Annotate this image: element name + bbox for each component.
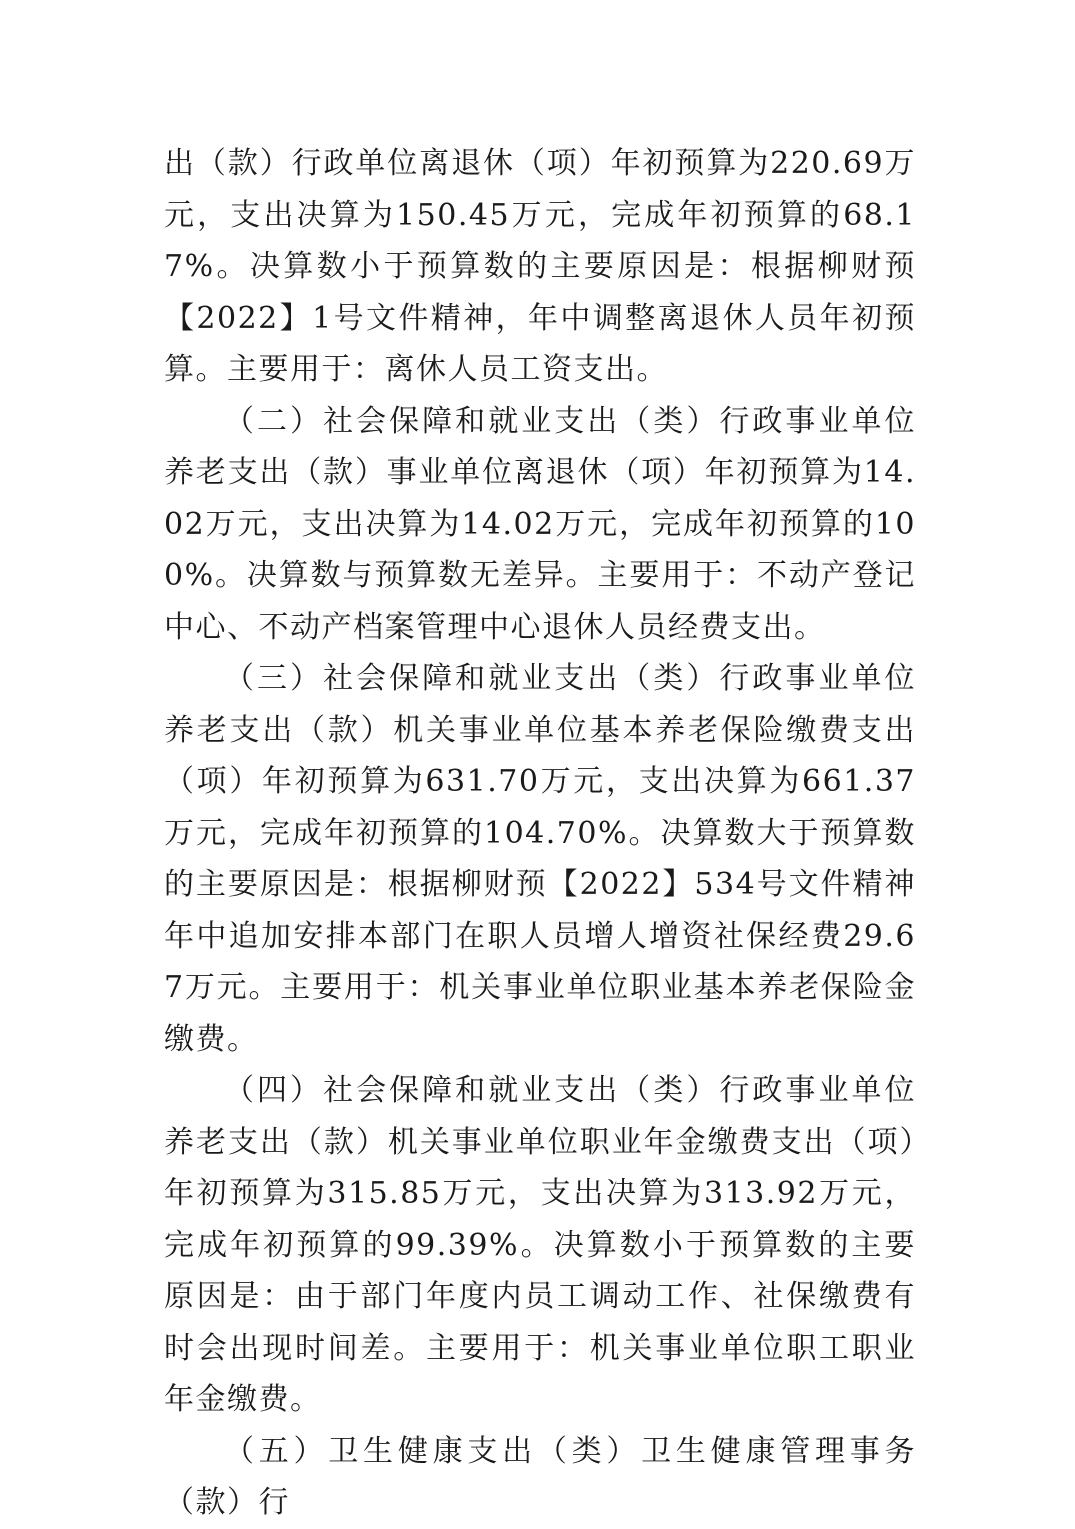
paragraph-item-5: （五）卫生健康支出（类）卫生健康管理事务（款）行 xyxy=(164,1433,916,1520)
paragraph-continuation: 出（款）行政单位离退休（项）年初预算为220.69万元，支出决算为150.45万元，完成年初预算的68.17%。决算数小于预算数的主要原因是：根据柳财预【2022】1号文件精神，年中调整离退休人员年初预算。主要用于：离休人员工资支出。 xyxy=(164,146,916,387)
paragraph-item-2: （二）社会保障和就业支出（类）行政事业单位养老支出（款）事业单位离退休（项）年初预算为14.02万元，支出决算为14.02万元，完成年初预算的100%。决算数与预算数无差异。主要用于：不动产登记中心、不动产档案管理中心退休人员经费支出。 xyxy=(164,403,916,645)
paragraph-item-3: （三）社会保障和就业支出（类）行政事业单位养老支出（款）机关事业单位基本养老保险缴费支出（项）年初预算为631.70万元，支出决算为661.37万元，完成年初预算的104.70%。决算数大于预算数的主要原因是：根据柳财预【2022】534号文件精神年中追加安排本部门在职人员增人增资社保经费29.67万元。主要用于：机关事业单位职业基本养老保险金缴费。 xyxy=(164,661,916,1057)
paragraph-item-4: （四）社会保障和就业支出（类）行政事业单位养老支出（款）机关事业单位职业年金缴费支出（项）年初预算为315.85万元，支出决算为313.92万元，完成年初预算的99.39%。决算数小于预算数的主要原因是：由于部门年度内员工调动工作、社保缴费有时会出现时间差。主要用于：机关事业单位职工职业年金缴费。 xyxy=(164,1073,916,1417)
document-body xyxy=(164,138,916,1529)
